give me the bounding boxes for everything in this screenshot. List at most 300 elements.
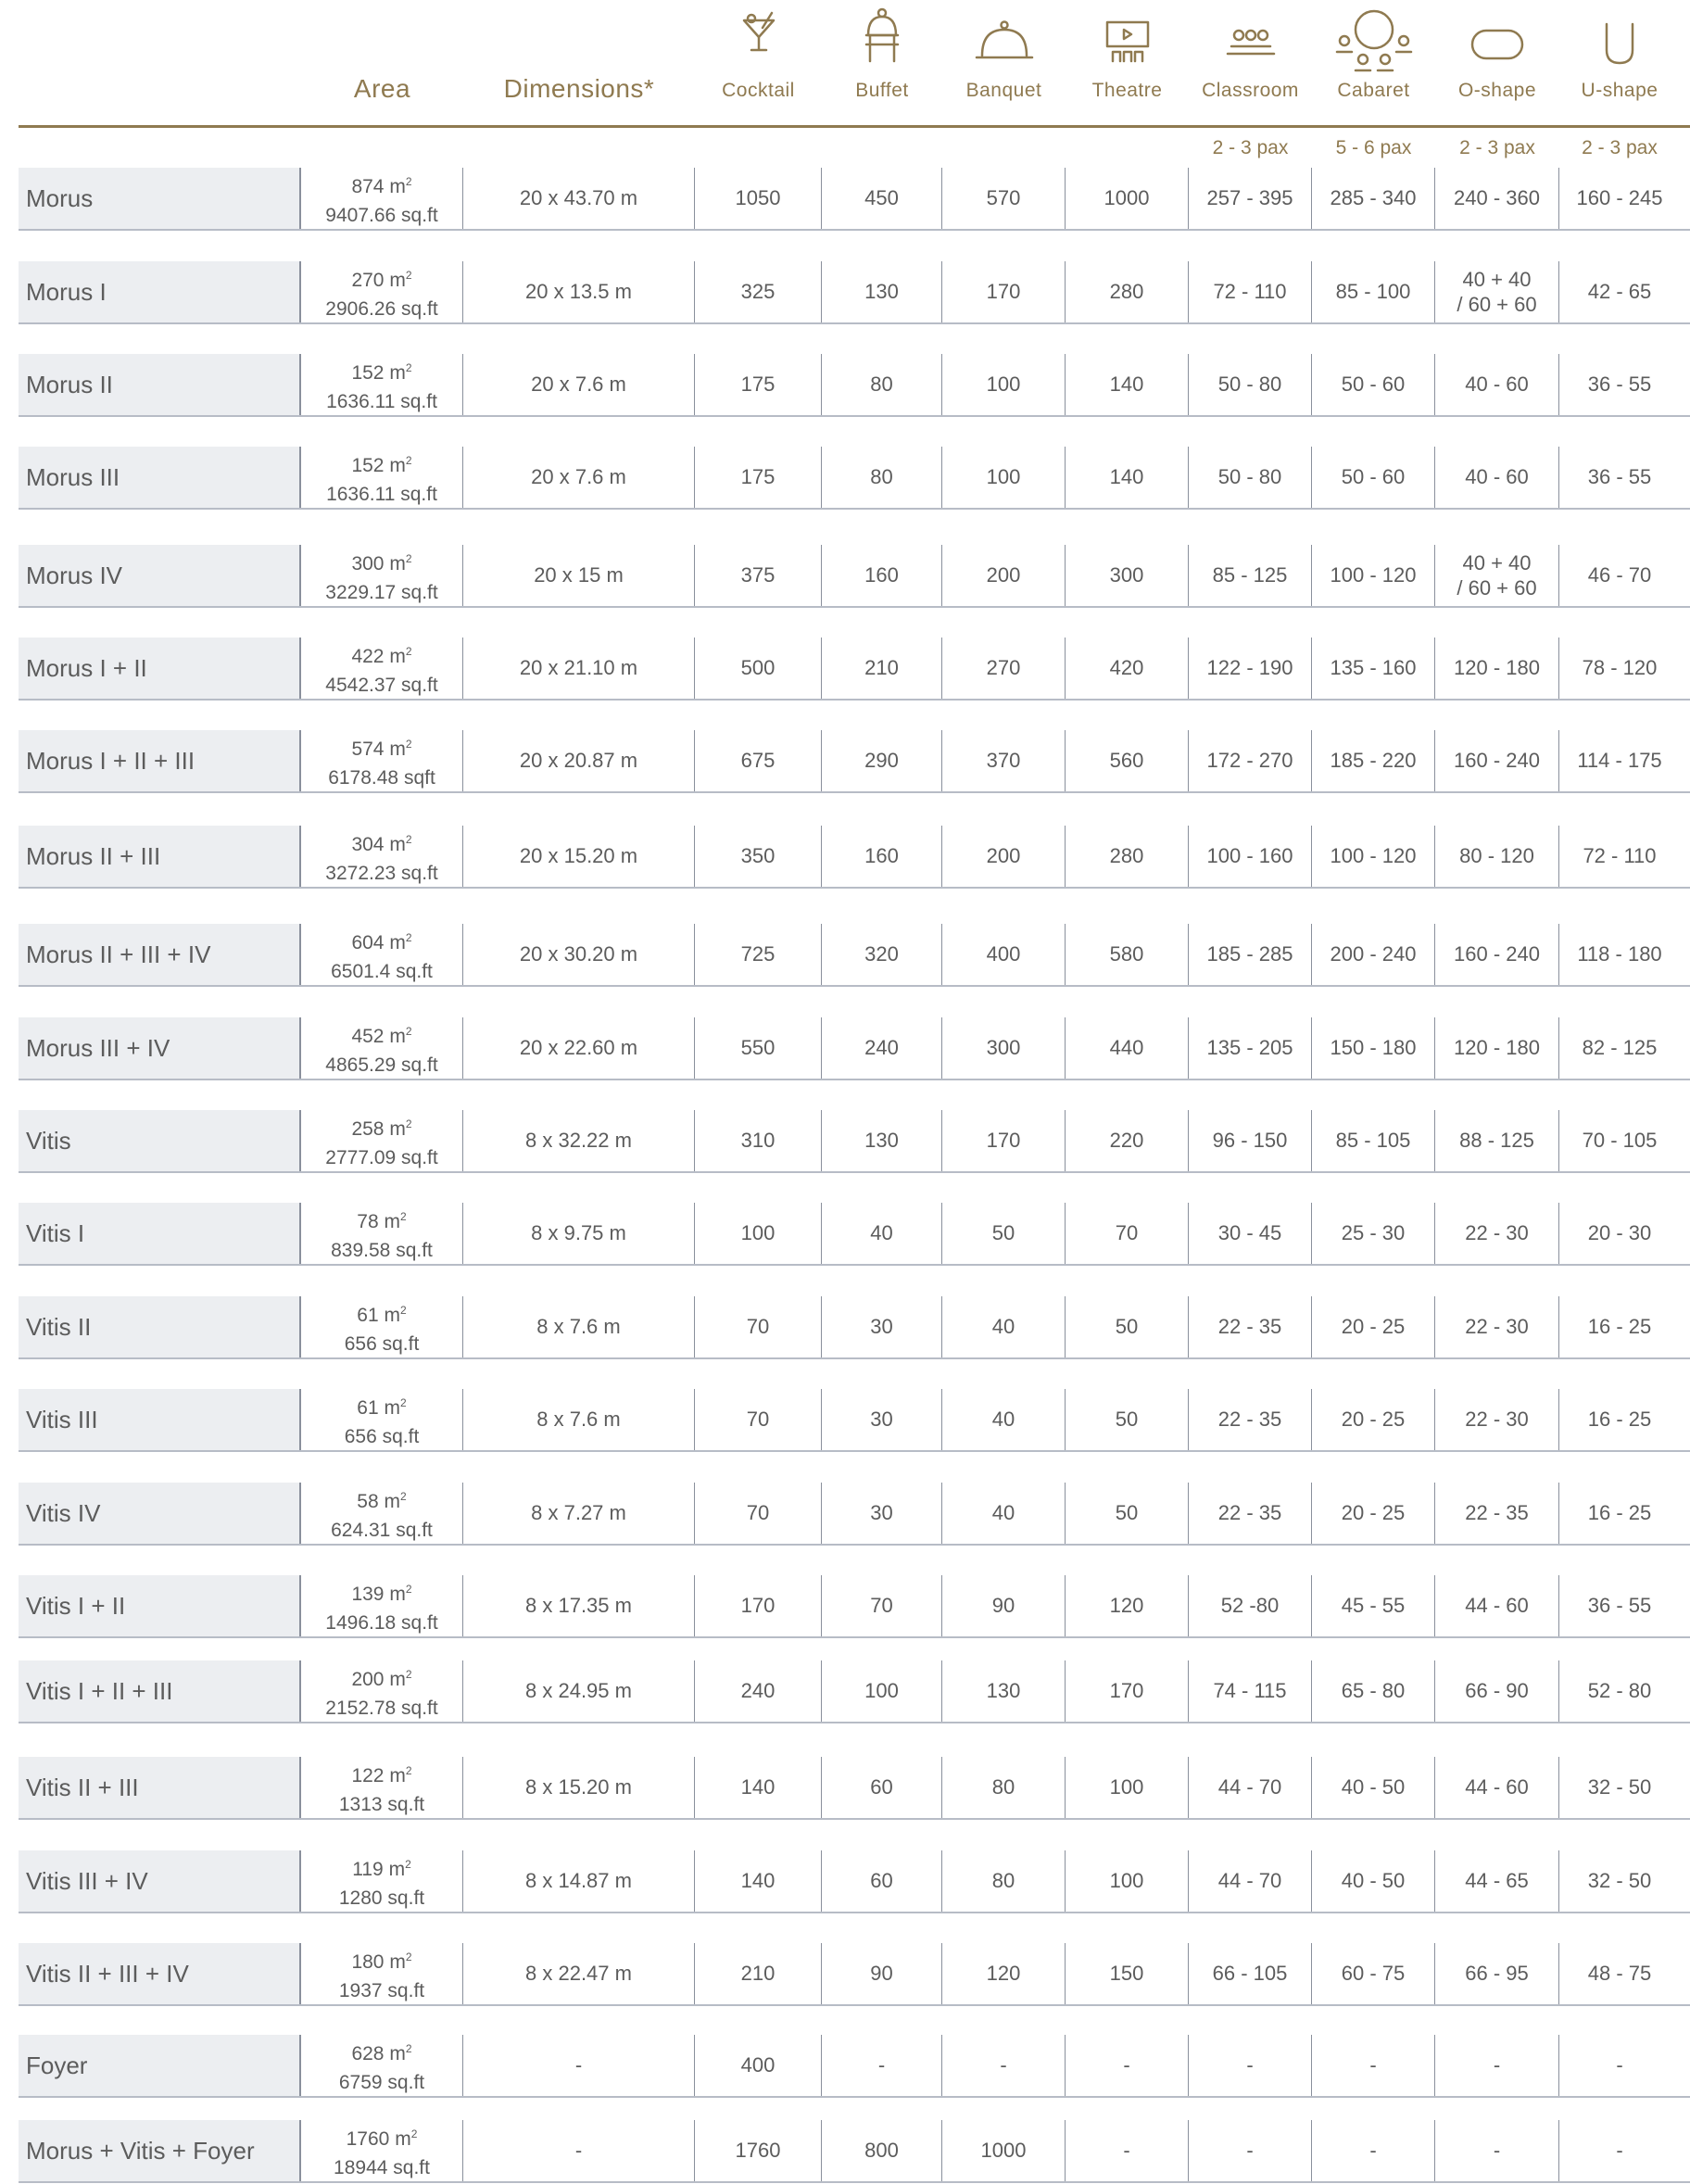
area-unit: m — [384, 1396, 400, 1419]
banquet-cell: 270 — [942, 638, 1066, 699]
area-unit-superscript: 2 — [405, 737, 412, 751]
classroom-cell: - — [1189, 2120, 1312, 2181]
area-m2-value: 139 — [351, 1583, 385, 1605]
area-unit-superscript: 2 — [405, 174, 412, 188]
area-m2-value: 422 — [351, 645, 385, 667]
area-unit-superscript: 2 — [405, 1582, 412, 1596]
area-sqft: 2777.09 sq.ft — [325, 1146, 438, 1168]
u-shape-cell: 20 - 30 — [1587, 1221, 1652, 1244]
buffet-cell: 60 — [822, 1850, 942, 1912]
cocktail-cell: 70 — [695, 1389, 822, 1450]
u-shape-cell: 42 - 65 — [1587, 280, 1652, 303]
pax-row — [19, 137, 1690, 161]
table-header — [19, 0, 1690, 128]
area-m2-value: 61 — [357, 1396, 379, 1419]
cocktail-cell: 70 — [695, 1296, 822, 1357]
area-m2 — [351, 447, 411, 480]
cocktail-header — [695, 0, 822, 128]
o-shape-cell: 66 - 95 — [1435, 1943, 1559, 2004]
cocktail-cell: 140 — [695, 1757, 822, 1818]
banquet-header-label: Banquet — [965, 80, 1042, 101]
dims-cell: 8 x 7.6 m — [463, 1296, 695, 1357]
area-unit-superscript: 2 — [405, 832, 412, 846]
area-unit: m — [389, 454, 406, 476]
o-shape-value-line-2: / 60 + 60 — [1457, 576, 1537, 600]
theatre-cell: 140 — [1066, 447, 1189, 508]
banquet-cell: 300 — [942, 1017, 1066, 1079]
o-shape-cell: 120 - 180 — [1435, 1017, 1559, 1079]
classroom-cell: 96 - 150 — [1189, 1110, 1312, 1171]
cocktail-cell: 170 — [695, 1575, 822, 1636]
area-m2 — [351, 261, 411, 295]
dims-cell: 20 x 7.6 m — [463, 447, 695, 508]
room-name: Morus I + II — [19, 638, 301, 699]
o-shape-cell: 66 - 90 — [1435, 1660, 1559, 1722]
area-m2-value: 270 — [351, 269, 385, 291]
area-cell — [301, 1850, 463, 1912]
table-row — [19, 924, 1690, 987]
classroom-cell: 22 - 35 — [1189, 1296, 1312, 1357]
banquet-cell: 200 — [942, 826, 1066, 887]
area-cell — [301, 2120, 463, 2181]
table-row — [19, 545, 1690, 608]
area-unit-superscript: 2 — [405, 1117, 412, 1130]
area-sqft: 656 sq.ft — [344, 1425, 420, 1447]
dims-cell: 20 x 20.87 m — [463, 730, 695, 791]
table-row — [19, 1203, 1690, 1266]
header-divider — [19, 125, 1690, 128]
area-unit-superscript: 2 — [400, 1303, 407, 1317]
area-sqft: 9407.66 sq.ft — [325, 204, 438, 226]
dims-cell: 8 x 24.95 m — [463, 1660, 695, 1722]
area-unit: m — [389, 738, 406, 760]
dims-cell: 20 x 43.70 m — [463, 168, 695, 229]
cocktail-cell: 1760 — [695, 2120, 822, 2181]
cabaret-cell: 20 - 25 — [1312, 1483, 1435, 1544]
cocktail-cell: 350 — [695, 826, 822, 887]
u-shape-cell: 32 - 50 — [1587, 1775, 1652, 1799]
theatre-cell: 280 — [1066, 826, 1189, 887]
o-shape-value-line-2: / 60 + 60 — [1457, 293, 1537, 316]
area-m2 — [357, 1483, 406, 1516]
cocktail-cell: 100 — [695, 1203, 822, 1264]
cabaret-cell: 185 - 220 — [1312, 730, 1435, 791]
area-unit: m — [389, 269, 406, 291]
area-m2-value: 1760 — [346, 2127, 390, 2150]
area-m2 — [351, 1017, 411, 1051]
cabaret-cell: 40 - 50 — [1312, 1757, 1435, 1818]
dimensions-header-label: Dimensions* — [503, 74, 655, 103]
banquet-cell: 90 — [942, 1575, 1066, 1636]
o-shape-cell: 22 - 30 — [1435, 1203, 1559, 1264]
area-unit: m — [389, 552, 406, 574]
buffet-cell: 30 — [822, 1389, 942, 1450]
area-header — [301, 0, 463, 128]
area-sqft: 839.58 sq.ft — [331, 1239, 433, 1261]
o-shape-pax: 2 - 3 pax — [1459, 137, 1535, 158]
banquet-header — [942, 0, 1066, 128]
area-unit: m — [389, 1764, 406, 1786]
area-unit: m — [384, 1210, 400, 1232]
room-name: Vitis I — [19, 1203, 301, 1264]
theatre-cell: 280 — [1066, 261, 1189, 322]
area-unit: m — [389, 175, 406, 197]
table-row — [19, 1483, 1690, 1546]
theatre-header — [1066, 0, 1189, 128]
banquet-cell: 1000 — [942, 2120, 1066, 2181]
room-name: Vitis II + III — [19, 1757, 301, 1818]
o-shape-cell: 80 - 120 — [1435, 826, 1559, 887]
area-sqft: 1280 sq.ft — [338, 1887, 425, 1909]
area-m2-value: 58 — [357, 1490, 379, 1512]
buffet-cell: 90 — [822, 1943, 942, 2004]
area-unit: m — [384, 1304, 400, 1326]
area-m2 — [351, 1660, 411, 1694]
table-row — [19, 1389, 1690, 1452]
buffet-cell: 30 — [822, 1483, 942, 1544]
buffet-cell: 320 — [822, 924, 942, 985]
cabaret-cell: 65 - 80 — [1312, 1660, 1435, 1722]
area-unit-superscript: 2 — [400, 1395, 407, 1409]
buffet-cell: 800 — [822, 2120, 942, 2181]
classroom-cell: 30 - 45 — [1189, 1203, 1312, 1264]
room-name: Vitis I + II + III — [19, 1660, 301, 1722]
table-row — [19, 1017, 1690, 1080]
buffet-header-label: Buffet — [855, 80, 909, 101]
area-m2-value: 152 — [351, 361, 385, 384]
cabaret-header-label: Cabaret — [1337, 80, 1410, 101]
cabaret-cell: 50 - 60 — [1312, 447, 1435, 508]
table-row — [19, 1296, 1690, 1359]
table-row — [19, 2035, 1690, 2098]
area-unit-superscript: 2 — [405, 2041, 412, 2055]
cabaret-cell: 50 - 60 — [1312, 354, 1435, 415]
theatre-cell: 70 — [1066, 1203, 1189, 1264]
area-cell — [301, 261, 463, 322]
buffet-cell: 80 — [822, 447, 942, 508]
table-row — [19, 1850, 1690, 1913]
area-m2-value: 304 — [351, 833, 385, 855]
area-m2-value: 78 — [357, 1210, 379, 1232]
banquet-cell: - — [942, 2035, 1066, 2096]
o-shape-cell: - — [1435, 2120, 1559, 2181]
area-unit-superscript: 2 — [400, 1489, 407, 1503]
area-unit-superscript: 2 — [405, 453, 412, 467]
banquet-cell: 100 — [942, 354, 1066, 415]
area-m2 — [351, 354, 411, 387]
banquet-cell: 80 — [942, 1850, 1066, 1912]
area-m2-value: 452 — [351, 1025, 385, 1047]
o-shape-cell: 88 - 125 — [1435, 1110, 1559, 1171]
room-name: Morus — [19, 168, 301, 229]
dims-cell: 20 x 7.6 m — [463, 354, 695, 415]
area-sqft: 18944 sq.ft — [334, 2156, 430, 2178]
area-sqft: 1937 sq.ft — [338, 1979, 425, 2001]
theatre-screen-icon — [1102, 20, 1154, 63]
table-row — [19, 447, 1690, 510]
area-unit-superscript: 2 — [405, 551, 412, 565]
area-sqft: 6178.48 sqft — [328, 766, 435, 789]
cabaret-cell: 135 - 160 — [1312, 638, 1435, 699]
theatre-cell: 220 — [1066, 1110, 1189, 1171]
u-shape-cell: 16 - 25 — [1587, 1408, 1652, 1431]
o-shape-cell — [1435, 261, 1559, 322]
o-shape-cell: 160 - 240 — [1435, 730, 1559, 791]
table-row — [19, 168, 1690, 231]
area-unit-superscript: 2 — [405, 930, 412, 944]
u-shape-cell: 114 - 175 — [1577, 749, 1662, 772]
area-m2 — [351, 1575, 411, 1609]
area-cell — [301, 545, 463, 606]
area-m2-value: 119 — [352, 1858, 384, 1880]
dims-cell: 20 x 13.5 m — [463, 261, 695, 322]
area-m2 — [357, 1389, 406, 1422]
table-row — [19, 1110, 1690, 1173]
o-shape-cell: 22 - 35 — [1435, 1483, 1559, 1544]
area-unit-superscript: 2 — [405, 1667, 412, 1681]
area-sqft: 656 sq.ft — [344, 1332, 420, 1355]
area-cell — [301, 924, 463, 985]
o-shape-icon — [1469, 28, 1525, 61]
area-m2 — [351, 545, 411, 578]
classroom-cell: 44 - 70 — [1189, 1757, 1312, 1818]
u-shape-cell: 36 - 55 — [1587, 372, 1652, 396]
area-m2-value: 258 — [351, 1117, 385, 1140]
buffet-cell: 130 — [822, 1110, 942, 1171]
table-row — [19, 826, 1690, 889]
cocktail-cell: 675 — [695, 730, 822, 791]
dims-cell: 20 x 30.20 m — [463, 924, 695, 985]
u-shape-cell: 160 - 245 — [1576, 186, 1663, 209]
area-m2 — [351, 1110, 411, 1143]
cabaret-cell: - — [1312, 2035, 1435, 2096]
area-sqft: 2906.26 sq.ft — [325, 297, 438, 320]
u-shape-cell: 52 - 80 — [1587, 1679, 1652, 1702]
u-shape-cell: 82 - 125 — [1582, 1036, 1658, 1059]
area-cell — [301, 168, 463, 229]
cabaret-cell: 45 - 55 — [1312, 1575, 1435, 1636]
area-m2 — [352, 1850, 411, 1884]
area-unit-superscript: 2 — [405, 268, 412, 282]
table-row — [19, 2120, 1690, 2183]
room-name: Vitis I + II — [19, 1575, 301, 1636]
room-name: Vitis III + IV — [19, 1850, 301, 1912]
area-cell — [301, 1017, 463, 1079]
room-name: Morus I — [19, 261, 301, 322]
area-cell — [301, 638, 463, 699]
area-header-label: Area — [353, 74, 411, 103]
dims-cell: 20 x 22.60 m — [463, 1017, 695, 1079]
table-row — [19, 1943, 1690, 2006]
buffet-cell: 30 — [822, 1296, 942, 1357]
room-name: Vitis II — [19, 1296, 301, 1357]
dims-cell: - — [463, 2120, 695, 2181]
banquet-cell: 50 — [942, 1203, 1066, 1264]
cabaret-cell: 150 - 180 — [1312, 1017, 1435, 1079]
area-m2-value: 300 — [351, 552, 385, 574]
banquet-cell: 200 — [942, 545, 1066, 606]
classroom-cell: 22 - 35 — [1189, 1483, 1312, 1544]
o-shape-cell: 160 - 240 — [1435, 924, 1559, 985]
buffet-header — [822, 0, 942, 128]
cabaret-cell: 200 - 240 — [1312, 924, 1435, 985]
dims-cell: 8 x 17.35 m — [463, 1575, 695, 1636]
o-shape-cell: - — [1435, 2035, 1559, 2096]
dims-cell: 20 x 21.10 m — [463, 638, 695, 699]
area-sqft: 3272.23 sq.ft — [325, 862, 438, 884]
area-unit: m — [388, 1858, 406, 1880]
buffet-cell: 160 — [822, 545, 942, 606]
theatre-cell: 50 — [1066, 1296, 1189, 1357]
u-shape-cell: 36 - 55 — [1587, 1594, 1652, 1617]
dims-cell: 8 x 9.75 m — [463, 1203, 695, 1264]
area-m2 — [351, 924, 411, 957]
theatre-cell: 100 — [1066, 1850, 1189, 1912]
room-name: Morus II + III — [19, 826, 301, 887]
classroom-cell: 122 - 190 — [1189, 638, 1312, 699]
o-shape-value-line-1: 40 + 40 — [1462, 551, 1532, 574]
theatre-cell: 170 — [1066, 1660, 1189, 1722]
cocktail-cell: 140 — [695, 1850, 822, 1912]
theatre-cell: - — [1066, 2035, 1189, 2096]
area-m2-value: 604 — [351, 931, 385, 953]
buffet-cell: 100 — [822, 1660, 942, 1722]
area-unit: m — [395, 2127, 411, 2150]
buffet-cell: - — [822, 2035, 942, 2096]
o-shape-cell: 120 - 180 — [1435, 638, 1559, 699]
theatre-cell: 50 — [1066, 1389, 1189, 1450]
cocktail-cell: 325 — [695, 261, 822, 322]
cocktail-header-label: Cocktail — [722, 80, 795, 101]
u-shape-cell: 16 - 25 — [1587, 1501, 1652, 1524]
cabaret-cell: 100 - 120 — [1312, 545, 1435, 606]
o-shape-cell — [1435, 545, 1559, 606]
area-cell — [301, 1943, 463, 2004]
cocktail-cell: 1050 — [695, 168, 822, 229]
o-shape-cell: 240 - 360 — [1435, 168, 1559, 229]
area-sqft: 1636.11 sq.ft — [326, 390, 437, 412]
area-unit: m — [389, 645, 406, 667]
banquet-cell: 80 — [942, 1757, 1066, 1818]
theatre-cell: 50 — [1066, 1483, 1189, 1544]
banquet-cell: 130 — [942, 1660, 1066, 1722]
buffet-cell: 80 — [822, 354, 942, 415]
o-shape-cell: 44 - 65 — [1435, 1850, 1559, 1912]
area-cell — [301, 2035, 463, 2096]
area-m2 — [351, 638, 411, 671]
classroom-cell: - — [1189, 2035, 1312, 2096]
area-sqft: 6759 sq.ft — [338, 2071, 425, 2093]
area-m2 — [351, 1757, 411, 1790]
banquet-cloche-icon — [975, 20, 1034, 61]
table-row — [19, 354, 1690, 417]
classroom-cell: 85 - 125 — [1189, 545, 1312, 606]
room-name: Morus II + III + IV — [19, 924, 301, 985]
buffet-cell: 240 — [822, 1017, 942, 1079]
banquet-cell: 40 — [942, 1483, 1066, 1544]
theatre-cell: 100 — [1066, 1757, 1189, 1818]
classroom-cell: 74 - 115 — [1189, 1660, 1312, 1722]
buffet-cell: 130 — [822, 261, 942, 322]
area-m2 — [357, 1296, 406, 1330]
classroom-cell: 22 - 35 — [1189, 1389, 1312, 1450]
u-shape-cell: 48 - 75 — [1587, 1962, 1652, 1985]
o-shape-cell: 44 - 60 — [1435, 1757, 1559, 1818]
classroom-pax: 2 - 3 pax — [1212, 137, 1289, 158]
area-m2-value: 152 — [351, 454, 385, 476]
area-m2 — [351, 730, 411, 764]
area-m2 — [357, 1203, 406, 1236]
cocktail-cell: 500 — [695, 638, 822, 699]
theatre-header-label: Theatre — [1091, 80, 1163, 101]
area-sqft: 1636.11 sq.ft — [326, 483, 437, 505]
classroom-header-label: Classroom — [1202, 80, 1299, 101]
banquet-cell: 40 — [942, 1296, 1066, 1357]
buffet-cell: 290 — [822, 730, 942, 791]
dims-cell: 8 x 14.87 m — [463, 1850, 695, 1912]
theatre-cell: 300 — [1066, 545, 1189, 606]
buffet-cell: 210 — [822, 638, 942, 699]
cabaret-cell: 40 - 50 — [1312, 1850, 1435, 1912]
o-shape-cell: 22 - 30 — [1435, 1296, 1559, 1357]
area-m2-value: 180 — [351, 1950, 385, 1973]
dims-cell: 8 x 7.6 m — [463, 1389, 695, 1450]
area-unit: m — [389, 1117, 406, 1140]
banquet-cell: 120 — [942, 1943, 1066, 2004]
cabaret-cell: 20 - 25 — [1312, 1296, 1435, 1357]
room-name: Morus IV — [19, 545, 301, 606]
cocktail-cell: 550 — [695, 1017, 822, 1079]
theatre-cell: 440 — [1066, 1017, 1189, 1079]
cabaret-cell: 60 - 75 — [1312, 1943, 1435, 2004]
classroom-cell: 72 - 110 — [1189, 261, 1312, 322]
cabaret-cell: 25 - 30 — [1312, 1203, 1435, 1264]
u-shape-cell: 72 - 110 — [1583, 844, 1657, 867]
area-cell — [301, 1110, 463, 1171]
buffet-cell: 40 — [822, 1203, 942, 1264]
area-sqft: 1496.18 sq.ft — [325, 1611, 438, 1634]
area-cell — [301, 730, 463, 791]
room-name: Vitis II + III + IV — [19, 1943, 301, 2004]
dimensions-header — [463, 0, 695, 128]
area-cell — [301, 447, 463, 508]
classroom-cell: 172 - 270 — [1189, 730, 1312, 791]
banquet-cell: 570 — [942, 168, 1066, 229]
dims-cell: 20 x 15.20 m — [463, 826, 695, 887]
u-shape-header — [1559, 0, 1680, 128]
room-name: Vitis III — [19, 1389, 301, 1450]
cocktail-cell: 310 — [695, 1110, 822, 1171]
classroom-cell: 135 - 205 — [1189, 1017, 1312, 1079]
area-unit-superscript: 2 — [405, 1950, 412, 1963]
buffet-cell: 60 — [822, 1757, 942, 1818]
area-m2-value: 122 — [351, 1764, 385, 1786]
u-shape-cell: 16 - 25 — [1587, 1315, 1652, 1338]
classroom-cell: 66 - 105 — [1189, 1943, 1312, 2004]
theatre-cell: 1000 — [1066, 168, 1189, 229]
cocktail-cell: 175 — [695, 354, 822, 415]
area-unit: m — [389, 1950, 406, 1973]
u-shape-cell: 32 - 50 — [1587, 1869, 1652, 1892]
u-shape-cell: 118 - 180 — [1577, 942, 1662, 966]
area-cell — [301, 1575, 463, 1636]
area-unit-superscript: 2 — [405, 644, 412, 658]
area-unit-superscript: 2 — [405, 360, 412, 374]
classroom-cell: 185 - 285 — [1189, 924, 1312, 985]
cocktail-cell: 375 — [695, 545, 822, 606]
area-unit-superscript: 2 — [405, 1024, 412, 1038]
u-shape-cell: 36 - 55 — [1587, 465, 1652, 488]
